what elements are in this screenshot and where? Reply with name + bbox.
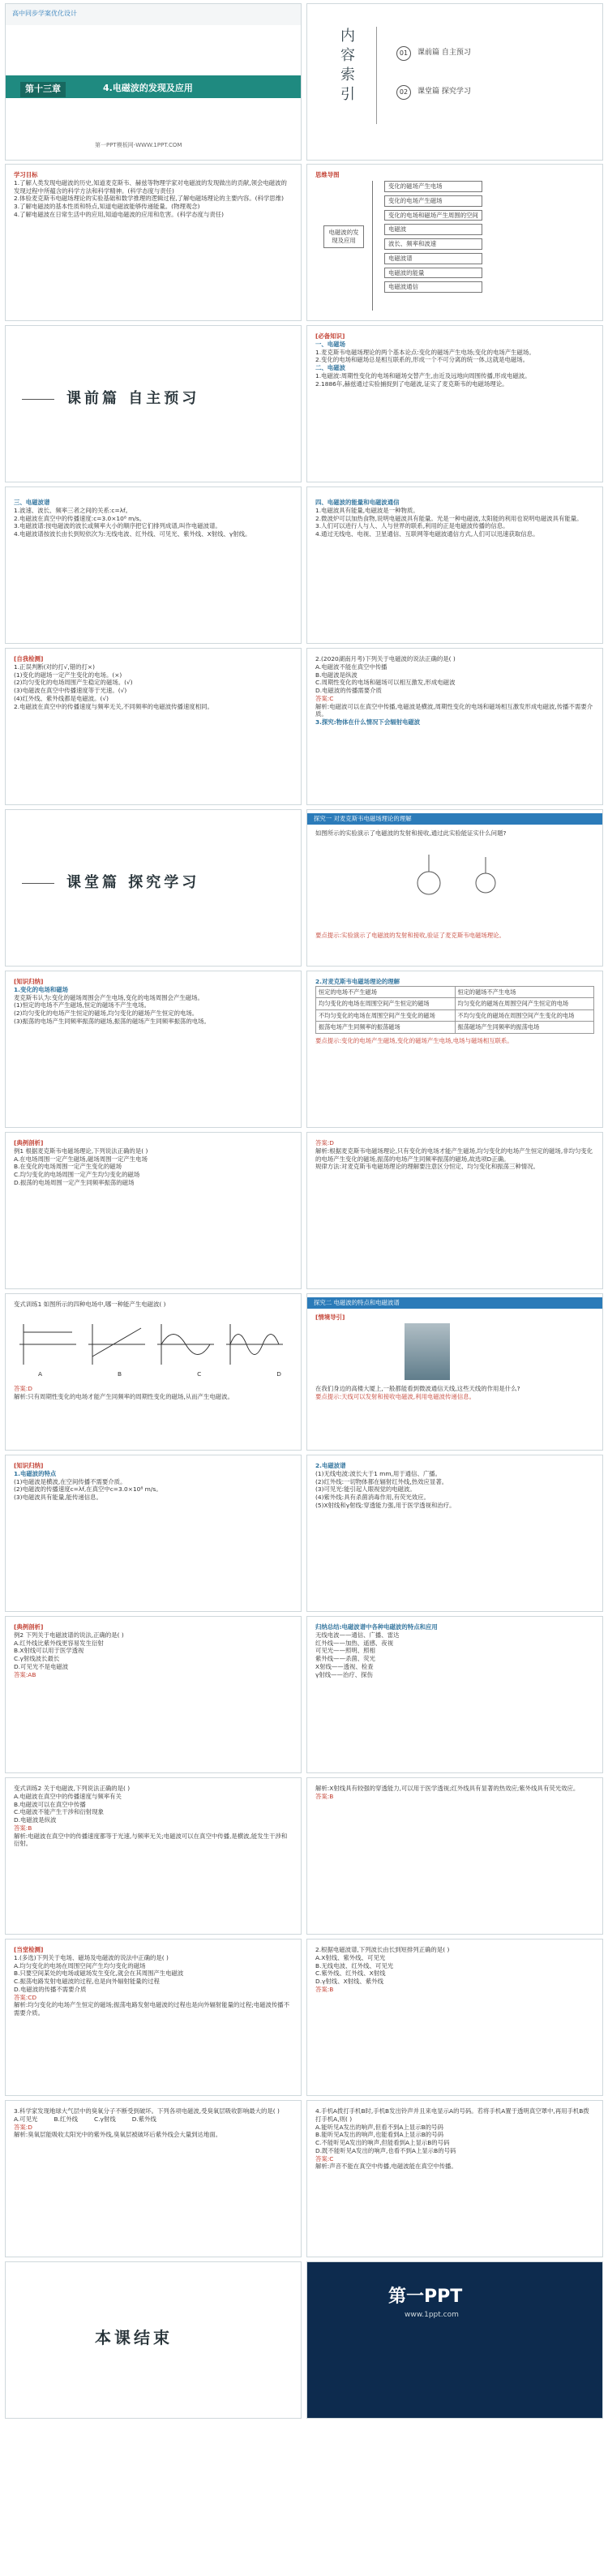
paragraph: 1.电磁波:周期性变化的电场和磁场交替产生,由近及远地向周围传播,形成电磁波。 [315,371,531,379]
features-panel [5,1455,302,1612]
option: B.只要空间某处的电场或磁场发生变化,就会在其周围产生电磁波 [14,1970,184,1978]
paragraph: (2)红外线:一切物体都在辐射红外线,热效应显著。 [315,1477,448,1485]
slide-goals [0,164,608,321]
goal-item: 2.体验麦克斯韦电磁场理论的实验基础和数学推理的逻辑过程,了解电磁场理论的主要内容。(科学思维) [14,195,284,203]
heading: 四、电磁波的能量和电磁波通信 [315,499,400,506]
selfcheck-panel [5,648,302,805]
mindmap-node: 变化的磁场产生电场 [384,181,482,192]
option: B.电磁波是纵波 [315,671,358,679]
option: C.电磁波不能产生干涉和衍射现象 [14,1808,104,1816]
paragraph: (3)可见光:能引起人眼视觉的电磁波。 [315,1485,416,1494]
example2-panel [5,1616,302,1773]
toc-label: 课前篇 自主预习 [417,49,471,58]
table-cell: 恒定的磁场不产生电场 [455,986,594,998]
situation-panel [306,1293,603,1451]
toc-number: 01 [396,46,411,61]
question-panel [306,648,603,805]
question: 变式训练2 关于电磁波,下列说法正确的是( ) [14,1785,131,1792]
table-cell: 均匀变化的磁场在周围空间产生恒定的电场 [455,998,594,1010]
slide-spectrum [0,486,608,644]
paragraph: (1)电磁波是横波,在空间传播不需要介质。 [14,1477,126,1485]
option: B.能听见A发出的响声,也能看到A上显示B的号码 [315,2131,443,2139]
answer: 答案:C [315,694,334,702]
graph-label: A [38,1370,43,1378]
slide-preview [0,325,608,482]
paragraph: X射线——透视、检查 [315,1662,374,1670]
paragraph: (4)紫外线:具有杀菌消毒作用,有荧光效应。 [315,1494,430,1502]
toc-char: 索 [340,66,355,84]
goal-item: 1.了解人类发现电磁波的历史,知道麦克斯韦、赫兹等物理学家对电磁波的发现做出的贡献,领会电磁波的发现过程中所蕴含的科学方法和科学精神。(科学态度与责任) [14,178,287,195]
analysis: 解析:X射线具有较强的穿透能力,可以用于医学透视;红外线具有显著的热效应;紫外线具有荧光效应。 [315,1785,580,1792]
paragraph: 2.电磁波在真空中的传播速度与频率无关,不同频率的电磁波传播速度相同。 [14,702,213,710]
toc-number: 02 [396,85,411,100]
paragraph: (3)振荡的电场产生同频率振荡的磁场,振荡的磁场产生同频率振荡的电场。 [14,1017,210,1025]
toc-item-2[interactable] [396,85,471,100]
logo-text: 第一PPT [388,2287,463,2307]
explore-bar: 探究二 电磁波的特点和电磁波谱 [307,1297,602,1309]
toc-char: 内 [340,28,355,45]
paragraph: 3.电磁波谱:按电磁波的波长或频率大小的顺序把它们排列成谱,叫作电磁波谱。 [14,522,221,530]
answer: 答案:D [14,1385,32,1392]
option: A.均匀变化的电场在周围空间产生均匀变化的磁场 [14,1961,146,1970]
goals-panel [5,164,302,321]
option: A.能听见A发出的响声,但看不到A上显示B的号码 [315,2123,443,2131]
paragraph: (2)均匀变化的电场产生恒定的磁场,均匀变化的磁场产生恒定的电场。 [14,1009,199,1018]
paragraph: (1)无线电波:波长大于1 mm,用于通信、广播。 [315,1469,442,1477]
tag: [情境导引] [315,1314,345,1321]
paragraph: 2.1886年,赫兹通过实验捕捉到了电磁波,证实了麦克斯韦的电磁场理论。 [315,379,508,388]
mindmap-node: 电磁波的能量 [384,268,482,279]
option: C.均匀变化的电场周围一定产生均匀变化的磁场 [14,1171,140,1179]
analysis: 解析:均匀变化的电场产生恒定的磁场;振荡电路发射电磁波的过程也是向外辐射能量的过程;电磁波传播不需要介质。 [14,2001,290,2017]
analysis: 解析:只有周期性变化的电场才能产生同频率的周期性变化的磁场,从而产生电磁波。 [14,1392,233,1400]
mindmap-node: 电磁波 [384,224,482,235]
graph-label: B [118,1370,122,1378]
cover-left [5,3,302,161]
option: C.振荡电路发射电磁波的过程,也是向外辐射能量的过程 [14,1978,160,1986]
hint: 要点提示:实验演示了电磁波的发射和接收,验证了麦克斯韦电磁场理论。 [315,932,505,939]
tag: [典例剖析] [14,1139,44,1147]
answer: 答案:B [14,1824,32,1832]
table-cell: 振荡电场产生同频率的振荡磁场 [316,1022,456,1034]
paragraph: 可见光——照明、照相 [315,1647,375,1655]
paragraph: 4.通过无线电、电视、卫星通信、互联网等电磁波通信方式,人们可以迅速获取信息。 [315,530,539,538]
analysis: 规律方法:对麦克斯韦电磁场理论的理解要注意区分恒定、均匀变化和振荡三种情况。 [315,1163,539,1171]
paragraph: 1.波速、波长、频率三者之间的关系:c=λf。 [14,506,132,514]
slide-example1 [0,1132,608,1289]
slide-selfcheck [0,648,608,805]
option: D.γ射线、X射线、紫外线 [315,1978,383,1986]
field-graphs [15,1320,291,1369]
option: A.红外线比紫外线更容易发生衍射 [14,1639,104,1647]
graph-label: C [197,1370,202,1378]
option: C.周期性变化的电场和磁场可以相互激发,形成电磁波 [315,679,456,687]
variant2-answer [306,1777,603,1935]
header-text: 高中同步学案优化设计 [12,10,77,17]
summary-panel [306,1616,603,1773]
toc-label: 课堂篇 探究学习 [417,88,471,96]
theory-left [5,971,302,1128]
paragraph: 2.微波炉可以加热食物,说明电磁波具有能量。光是一种电磁波,太阳能的利用也说明电磁波具有能量。 [315,514,583,522]
paragraph: 2.变化的电场和磁场总是相互联系的,形成一个不可分离的统一体,这就是电磁场。 [315,356,529,364]
option: C.不能听见A发出的响声,但能看到A上显示B的号码 [315,2139,450,2147]
question: 4.手机A拨打手机B时,手机B发出铃声并且来电显示A的号码。若将手机A置于透明真空罩中,再用手机B拨打手机A,则( ) [315,2107,589,2123]
slide-explore [0,809,608,967]
slide-cover [0,3,608,161]
tag: [自我检测] [14,655,44,662]
end-panel [5,2261,302,2419]
logo-panel [306,2261,603,2419]
paragraph: (1)变化的磁场一定产生变化的电场。(×) [14,671,122,679]
option: A.在电场周围一定产生磁场,磁场周围一定产生电场 [14,1155,148,1163]
option: D.可见光不是电磁波 [14,1662,69,1670]
paragraph: γ射线——治疗、探伤 [315,1670,373,1678]
toc [306,3,603,161]
logo-site: www.1ppt.com [405,2311,459,2319]
paragraph: (2)均匀变化的电场周围产生稳定的磁场。(√) [14,679,133,687]
chapter-label: 第十三章 [20,82,66,97]
answer: 答案:B [315,1792,334,1800]
mindmap-node: 电磁波通信 [384,281,482,293]
goals-title: 学习目标 [14,171,38,178]
heading: 2.电磁波谱 [315,1462,346,1469]
paragraph: 紫外线——杀菌、荧光 [315,1655,375,1663]
explore-title-panel [5,809,302,967]
section-title: 课前篇 自主预习 [66,390,200,407]
option: A.可见光 [14,2115,38,2123]
answer: 答案:CD [14,1993,37,2001]
mindmap-node: 波长、频率和波速 [384,238,482,250]
heading: 1.电磁波的特点 [14,1469,57,1477]
paragraph: (3)电磁波在真空中传播速度等于光速。(√) [14,687,127,695]
tag: [知识归纳] [14,1462,44,1469]
spectrum-detail-panel [306,1455,603,1612]
analysis: 解析:电磁波可以在真空中传播,电磁波是横波,周期性变化的电场和磁场相互激发形成电磁波,传播不需要介质。 [315,702,593,718]
footer-text: 第一PPT模板网-WWW.1PPT.COM [95,142,182,148]
explore-bar: 探究一 对麦克斯韦电磁场理论的理解 [307,813,602,825]
option: D.电磁波的传播不需要介质 [14,1985,87,1993]
mindmap-node: 变化的电场产生磁场 [384,195,482,207]
toc-char: 容 [340,47,355,64]
toc-char: 引 [340,86,355,103]
preview-title-panel [5,325,302,482]
answer: 答案:B [315,1985,334,1993]
analysis: 解析:电磁波在真空中的传播速度都等于光速,与频率无关;电磁波可以在真空中传播,是横波,能发生干涉和衍射。 [14,1832,288,1848]
test2-panel [306,1939,603,2096]
example1-question [5,1132,302,1289]
mindmap-panel [306,164,603,321]
variant2-panel [5,1777,302,1935]
option: B.X射线可以用于医学透视 [14,1647,84,1655]
option: C.紫外线、红外线、X射线 [315,1970,386,1978]
table-cell: 振荡磁场产生同频率的振荡电场 [455,1022,594,1034]
paragraph: 无线电波——通信、广播、雷达 [315,1631,400,1639]
question: 2.(2020湖南月考)下列关于电磁波的说法正确的是( ) [315,655,456,662]
heading: 归纳总结:电磁波谱中各种电磁波的特点和应用 [315,1623,438,1631]
test1-panel [5,1939,302,2096]
table-cell: 不均匀变化的磁场在周围空间产生变化的电场 [455,1009,594,1022]
option: C.γ射线波长最长 [14,1655,60,1663]
spectrum-panel [5,486,302,644]
mindmap-title: 思维导图 [315,171,340,178]
answer: 答案:C [315,2154,334,2162]
analysis: 解析:声音不能在真空中传播,电磁波能在真空中传播。 [315,2162,457,2171]
question: 例1 根据麦克斯韦电磁场理论,下列说法正确的是( ) [14,1147,148,1155]
table-cell: 均匀变化的电场在周围空间产生恒定的磁场 [316,998,456,1010]
goal-item: 4.了解电磁波在日常生活中的应用,知道电磁波的应用和危害。(科学态度与责任) [14,210,225,218]
slide-test2 [0,2100,608,2257]
paragraph: (2)电磁波的传播速度c=λf,在真空中c=3.0×10⁸ m/s。 [14,1485,162,1494]
table-cell: 恒定的电场不产生磁场 [316,986,456,998]
option: B.红外线 [54,2115,79,2123]
test3-panel [5,2100,302,2257]
section-title: 课堂篇 探究学习 [66,874,200,891]
heading: 3.探究:物体在什么情况下会辐射电磁波 [315,718,421,727]
slide-theory [0,971,608,1128]
experiment-figure [405,851,518,915]
tag: [典例剖析] [14,1623,44,1631]
explore-panel [306,809,603,967]
answer: 答案:D [315,1139,334,1147]
option: A.电磁波在真空中的传播速度与频率有关 [14,1792,122,1800]
hint: 要点提示:天线可以发射和接收电磁波,利用电磁波传递信息。 [315,1392,475,1400]
example1-answer [306,1132,603,1289]
heading: 二、电磁波 [315,364,345,372]
knowledge-panel [306,325,603,482]
hint: 要点提示:变化的电场产生磁场,变化的磁场产生电场,电场与磁场相互联系。 [315,1036,513,1044]
paragraph: 1.麦克斯韦电磁场理论的两个基本论点:变化的磁场产生电场;变化的电场产生磁场。 [315,348,535,356]
table-cell: 不均匀变化的电场在周围空间产生变化的磁场 [316,1009,456,1022]
option: C.γ射线 [94,2115,116,2123]
paragraph: 1.正误判断(对的打√,错的打×) [14,662,95,671]
paragraph: 2.电磁波在真空中的传播速度:c=3.0×10⁸ m/s。 [14,514,146,522]
heading: 1.变化的电场和磁场 [14,985,69,993]
question: 1.(多选)下列关于电场、磁场及电磁波的说法中正确的是( ) [14,1953,169,1961]
heading: 三、电磁波谱 [14,499,50,506]
answer: 答案:D [14,2123,32,2131]
paragraph: 4.电磁波谱按波长由长到短依次为:无线电波、红外线、可见光、紫外线、X射线、γ射线。 [14,530,251,538]
paragraph: (3)电磁波具有能量,能传递信息。 [14,1494,102,1502]
paragraph: 红外线——加热、遥感、夜视 [315,1639,394,1647]
slide-test1 [0,1939,608,2096]
paragraph: 3.人们可以进行人与人、人与世界的联系,利用的正是电磁波传播的信息。 [315,522,509,530]
option: B.无线电波、红外线、可见光 [315,1961,394,1970]
question: 变式训练1 如图所示的四种电场中,哪一种能产生电磁波( ) [14,1301,166,1308]
option: A.电磁波不能在真空中传播 [315,662,387,671]
test4-panel [306,2100,603,2257]
graph-label: D [276,1370,281,1378]
building-image [405,1323,450,1380]
option: B.电磁波可以在真空中传播 [14,1800,86,1808]
mindmap-node: 变化的电场和磁场产生周围的空间 [384,210,482,221]
option: D.电磁波的传播需要介质 [315,687,382,695]
option: A.X射线、紫外线、可见光 [315,1953,386,1961]
question: 例2 下列关于电磁波谱的说法,正确的是( ) [14,1631,124,1639]
paragraph: 在我们身边的高楼大厦上,一般都能看到微波通信天线,这些天线的作用是什么? [315,1385,520,1392]
option: D.既不能听见A发出的响声,也看不到A上显示B的号码 [315,2146,456,2154]
theory-table [315,986,594,1034]
slide-variant2 [0,1777,608,1935]
table-title: 2.对麦克斯韦电磁场理论的理解 [315,978,400,985]
paragraph: 1.电磁波具有能量,电磁波是一种物质。 [315,506,419,514]
option: D.电磁波是纵波 [14,1816,57,1824]
mindmap-center: 电磁波的发现及应用 [323,225,364,248]
variant1-panel [5,1293,302,1451]
tag: [知识归纳] [14,978,44,985]
theory-right [306,971,603,1128]
answer: 答案:AB [14,1670,36,1678]
end-title: 本课结束 [95,2328,173,2347]
slide-variant1 [0,1293,608,1451]
paragraph: 麦克斯韦认为:变化的磁场周围会产生电场,变化的电场周围会产生磁场。 [14,993,203,1001]
paragraph: (4)红外线、紫外线都是电磁波。(√) [14,694,109,702]
option: B.在变化的电场周围一定产生变化的磁场 [14,1163,122,1171]
slide-example2 [0,1616,608,1773]
slide-features [0,1455,608,1612]
paragraph: (1)恒定的电场不产生磁场,恒定的磁场不产生电场。 [14,1001,151,1009]
lesson-title: 4.电磁波的发现及应用 [103,83,193,93]
slide-end [0,2261,608,2573]
question: 2.根据电磁波谱,下列波长由长到短排列正确的是( ) [315,1946,450,1953]
energy-panel [306,486,603,644]
option: D.振荡的电场周围一定产生同频率振荡的磁场 [14,1178,135,1186]
analysis: 解析:臭氧层能吸收太阳光中的紫外线,臭氧层被破坏后紫外线会大量到达地面。 [14,2131,222,2139]
toc-item-1[interactable] [396,46,471,61]
question: 3.科学家发现地球大气层中的臭氧分子不断受到破坏。下列各项电磁波,受臭氧层吸收影响最大的是( ) [14,2107,280,2115]
option: D.紫外线 [131,2115,156,2123]
knowledge-tag: [必备知识] [315,332,345,340]
goal-item: 3.了解电磁波的基本性质和特点,知道电磁波能够传递能量。(物理观念) [14,203,200,211]
analysis: 解析:根据麦克斯韦电磁场理论,只有变化的电场才能产生磁场,均匀变化的电场产生恒定的磁场,非均匀变化的电场产生变化的磁场,振荡的电场产生同频率振荡的磁场,故选项D正确。 [315,1147,593,1163]
question: 如图所示的实验演示了电磁波的发射和接收,通过此实验能证实什么问题? [315,829,507,837]
paragraph: (5)X射线和γ射线:穿透能力强,用于医学透视和治疗。 [315,1501,456,1509]
heading: 一、电磁场 [315,340,345,348]
mindmap-node: 电磁波谱 [384,253,482,264]
tag: [当堂检测] [14,1946,44,1953]
